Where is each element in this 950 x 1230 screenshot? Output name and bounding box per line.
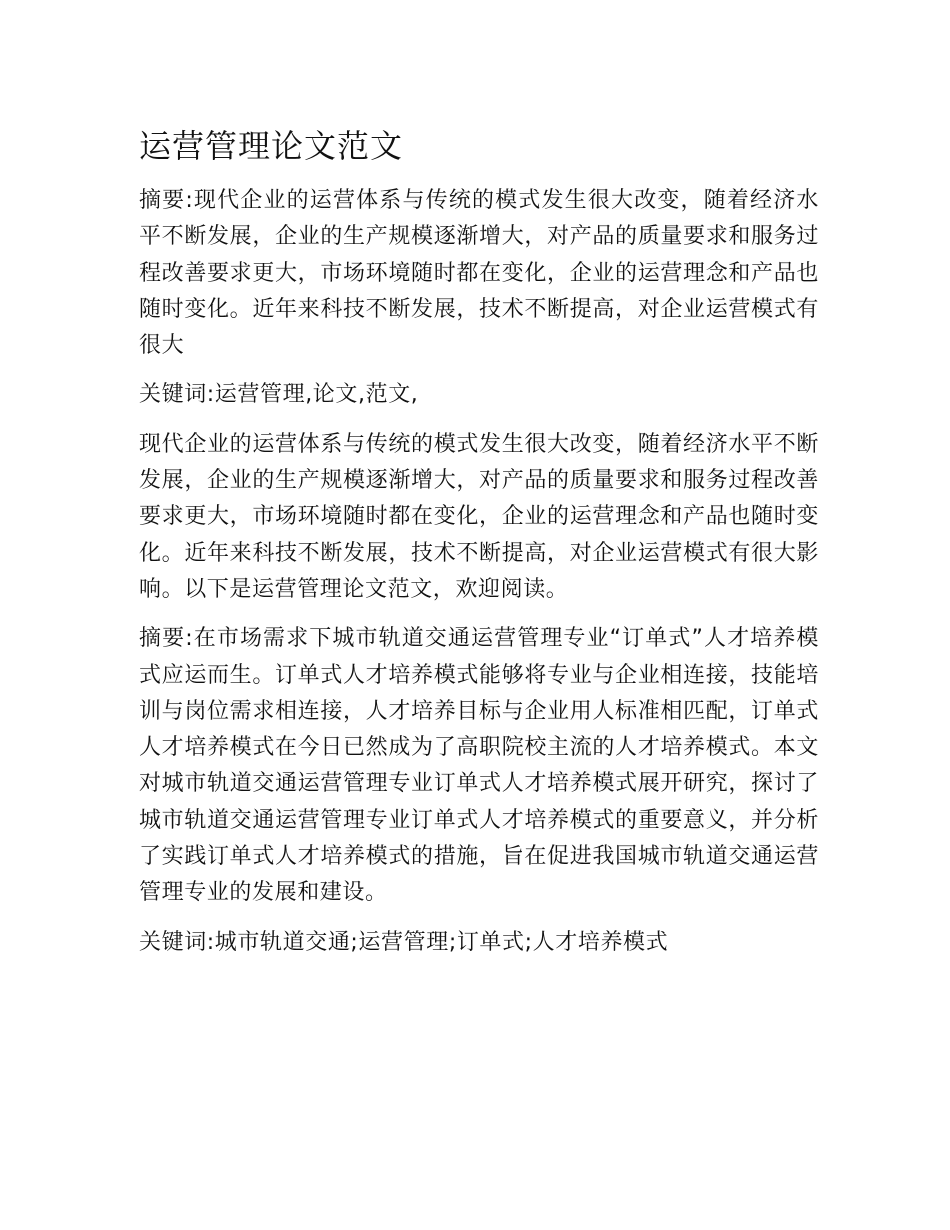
document-title: 运营管理论文范文 [139, 127, 404, 165]
keywords-paragraph-1: 关键词:运营管理,论文,范文, [139, 382, 419, 408]
intro-paragraph: 现代企业的运营体系与传统的模式发生很大改变，随着经济水平不断发展，企业的生产规模逐渐增大，对产品的质量要求和服务过程改善要求更大，市场环境随时都在变化，企业的运营理念和产品也随时变化。近年来科技不断发展，技术不断提高，对企业运营模式有很大影响。以下是运营管理论文范文，欢迎阅读。 [139, 431, 819, 602]
keywords-paragraph-2: 关键词:城市轨道交通;运营管理;订单式;人才培养模式 [139, 929, 669, 955]
document-body [139, 120, 819, 974]
abstract-paragraph-1: 摘要:现代企业的运营体系与传统的模式发生很大改变，随着经济水平不断发展，企业的生产规模逐渐增大，对产品的质量要求和服务过程改善要求更大，市场环境随时都在变化，企业的运营理念和产品也随时变化。近年来科技不断发展，技术不断提高，对企业运营模式有很大 [139, 188, 819, 359]
abstract-paragraph-2: 摘要:在市场需求下城市轨道交通运营管理专业“订单式”人才培养模式应运而生。订单式人才培养模式能够将专业与企业相连接，技能培训与岗位需求相连接，人才培养目标与企业用人标准相匹配，订单式人才培养模式在今日已然成为了高职院校主流的人才培养模式。本文对城市轨道交通运营管理专业订单式人才培养模式展开研究，探讨了城市轨道交通运营管理专业订单式人才培养模式的重要意义，并分析了实践订单式人才培养模式的措施，旨在促进我国城市轨道交通运营管理专业的发展和建设。 [139, 626, 819, 906]
